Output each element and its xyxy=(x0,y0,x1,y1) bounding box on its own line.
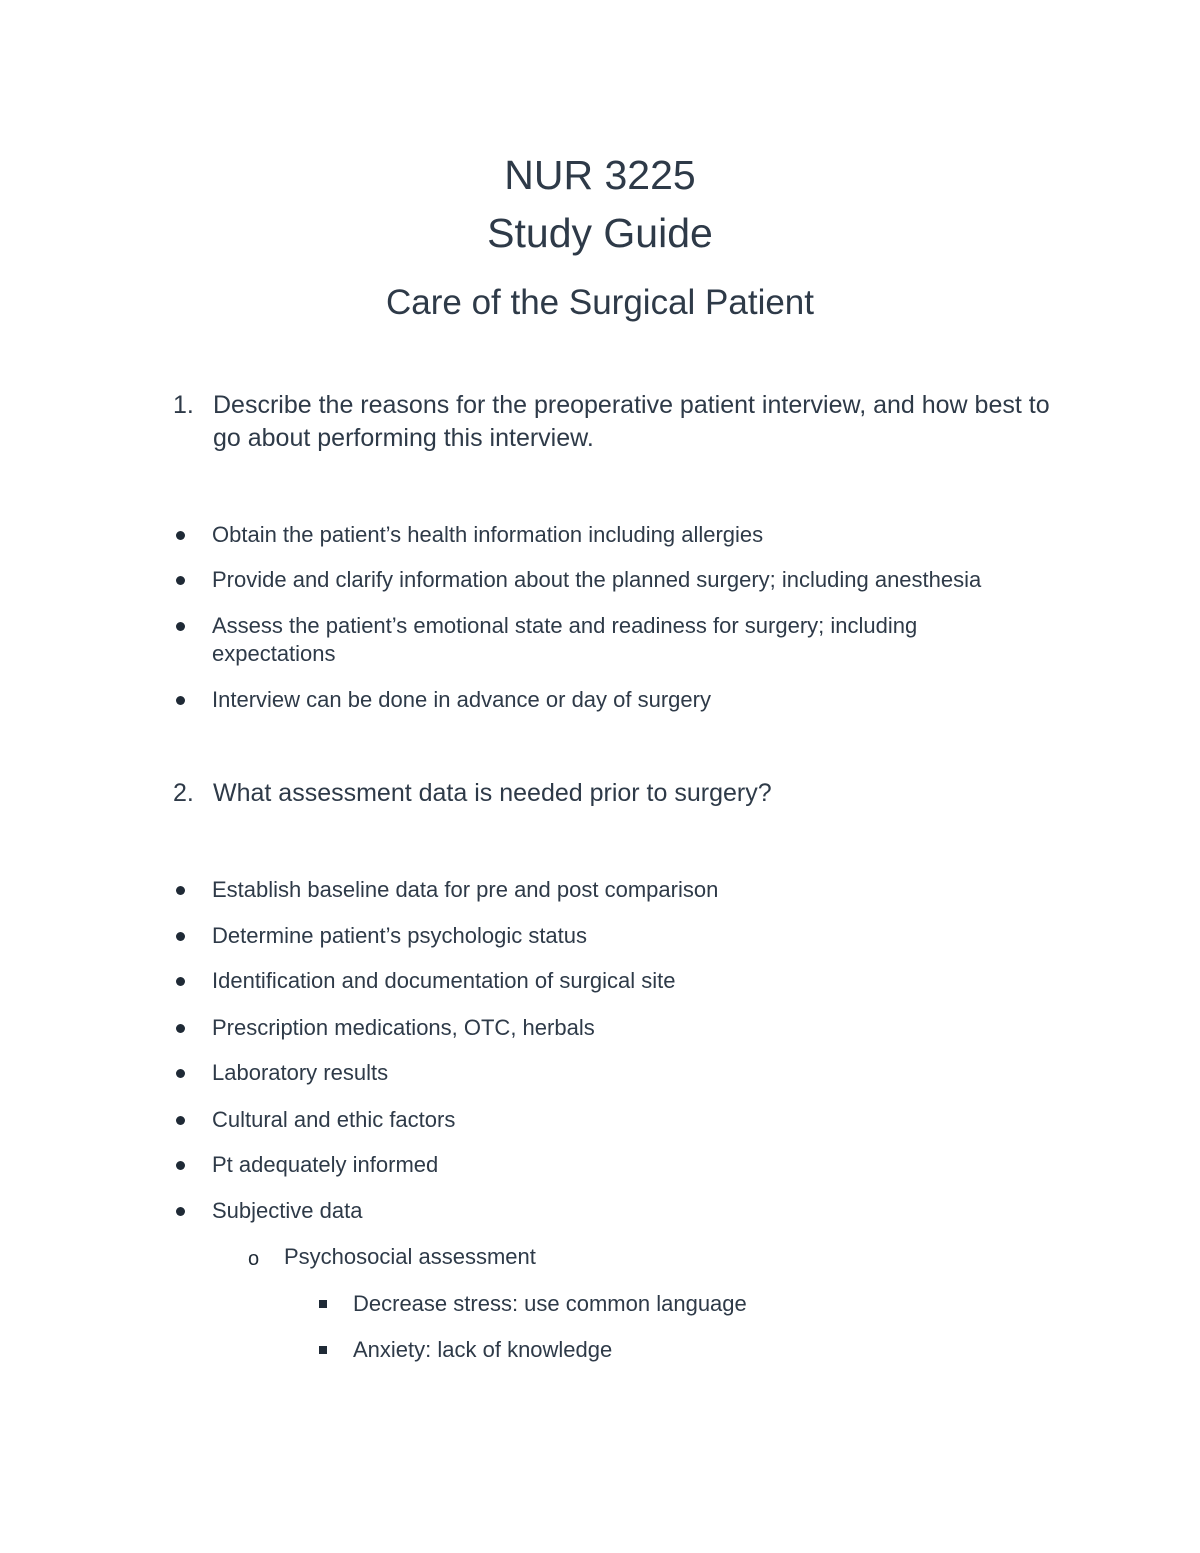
list-item xyxy=(212,967,1062,995)
square-bullet-icon xyxy=(319,1346,327,1354)
bullet-icon xyxy=(176,576,185,585)
list-item-text: Establish baseline data for pre and post comparison xyxy=(212,877,719,902)
list-item-text: Assess the patient’s emotional state and readiness for surgery; including expectations xyxy=(212,613,918,666)
bullet-icon xyxy=(176,1161,185,1170)
sub-sub-list-item xyxy=(353,1336,1053,1364)
bullet-icon xyxy=(176,1024,185,1033)
sub-list-item xyxy=(248,1243,984,1271)
bullet-icon xyxy=(176,1207,185,1216)
list-item xyxy=(212,612,982,668)
bullet-icon xyxy=(176,696,185,705)
hollow-bullet-icon: o xyxy=(248,1248,260,1270)
question-text: Describe the reasons for the preoperative patient interview, and how best to go about performing this interview. xyxy=(213,391,1050,452)
list-item-text: Subjective data xyxy=(212,1198,363,1223)
question-number: 1. xyxy=(173,391,194,419)
sub-sub-list-item-text: Anxiety: lack of knowledge xyxy=(353,1337,613,1362)
sub-sub-list-item-text: Decrease stress: use common language xyxy=(353,1291,747,1316)
bullet-icon xyxy=(176,531,185,540)
list-item-text: Identification and documentation of surgical site xyxy=(212,968,676,993)
bullet-icon xyxy=(176,622,185,631)
list-item xyxy=(212,1059,1062,1087)
list-item-text: Obtain the patient’s health information including allergies xyxy=(212,522,764,547)
square-bullet-icon xyxy=(319,1300,327,1308)
list-item xyxy=(212,521,1062,549)
list-item-text: Prescription medications, OTC, herbals xyxy=(212,1015,595,1040)
list-item xyxy=(212,1106,1062,1134)
topic-subtitle: Care of the Surgical Patient xyxy=(385,283,814,322)
list-item-text: Determine patient’s psychologic status xyxy=(212,923,588,948)
list-item xyxy=(212,876,1062,904)
list-item xyxy=(212,922,1062,950)
list-item-text: Interview can be done in advance or day of surgery xyxy=(212,687,711,712)
list-item xyxy=(212,686,1062,714)
list-item-text: Cultural and ethic factors xyxy=(212,1107,456,1132)
sub-sub-list-item xyxy=(353,1290,1053,1318)
list-item xyxy=(212,1197,1062,1225)
list-item-text: Provide and clarify information about the planned surgery; including anesthesia xyxy=(212,567,982,592)
sub-list-item-text: Psychosocial assessment xyxy=(284,1244,536,1269)
list-item xyxy=(212,566,1062,594)
question-number: 2. xyxy=(173,779,194,807)
bullet-icon xyxy=(176,1116,185,1125)
question-text: What assessment data is needed prior to surgery? xyxy=(213,779,772,807)
list-item-text: Pt adequately informed xyxy=(212,1152,439,1177)
bullet-icon xyxy=(176,932,185,941)
list-item-text: Laboratory results xyxy=(212,1060,389,1085)
question-1 xyxy=(173,389,1053,455)
bullet-icon xyxy=(176,1069,185,1078)
list-item xyxy=(212,1014,1062,1042)
list-item xyxy=(212,1151,1062,1179)
course-title: NUR 3225 xyxy=(504,152,696,198)
bullet-icon xyxy=(176,886,185,895)
bullet-icon xyxy=(176,977,185,986)
question-2 xyxy=(173,777,1053,810)
doc-type-title: Study Guide xyxy=(487,210,713,256)
